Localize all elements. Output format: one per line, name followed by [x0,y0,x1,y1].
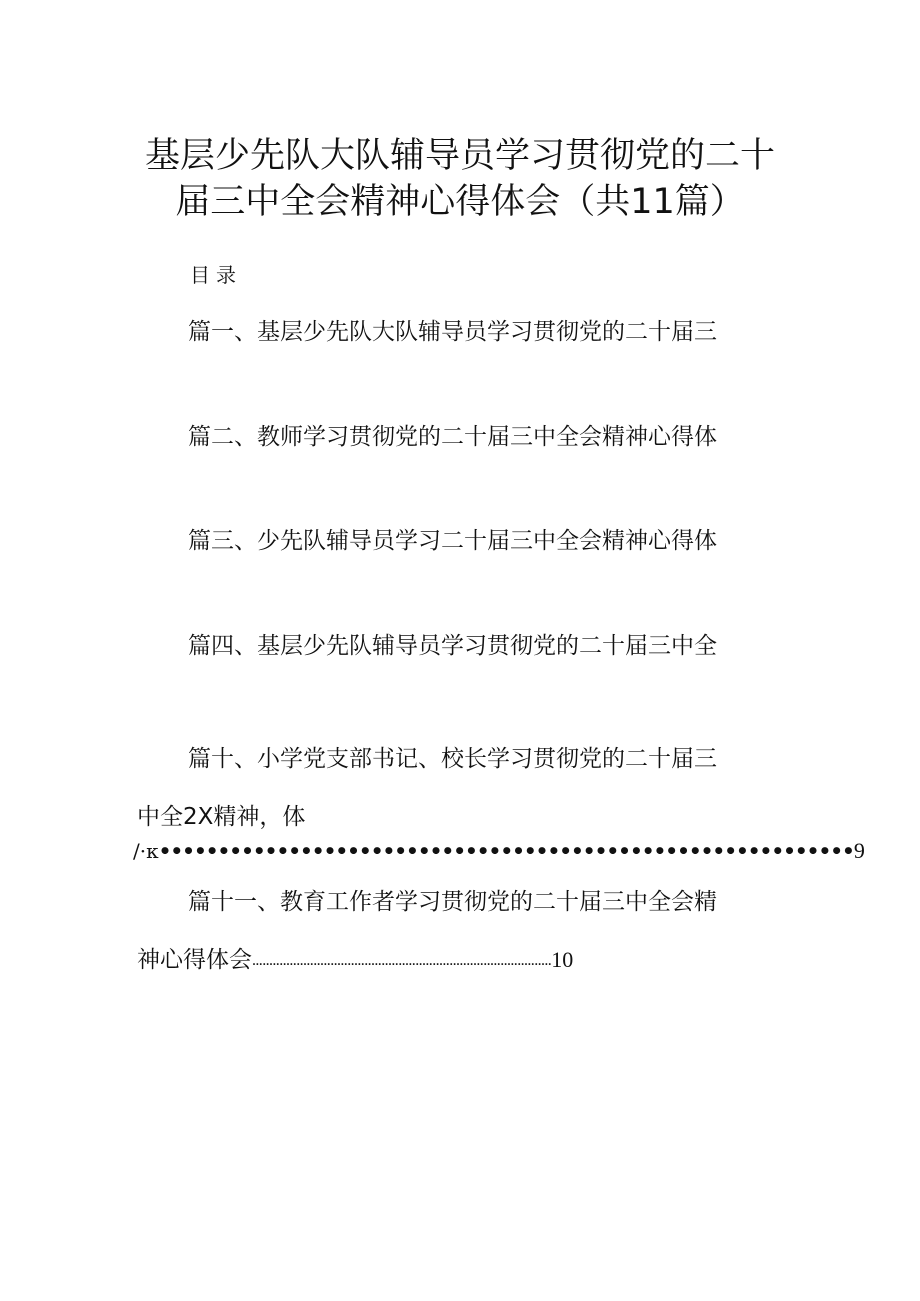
toc-entry-10-leader: ••••••••••••••••••••••••••••••••••••••••••••••••••••••••••• [158,839,854,863]
toc-entry-11-page-number: 10 [551,947,574,972]
toc-entry-10-line-1[interactable]: 篇十、小学党支部书记、校长学习贯彻党的二十届三 [188,746,717,772]
toc-entry-10-line-3[interactable] [133,836,865,866]
document-title-line-1: 基层少先队大队辅导员学习贯彻党的二十 [144,136,775,176]
toc-entry-4[interactable]: 篇四、基层少先队辅导员学习贯彻党的二十届三中全 [188,633,717,659]
toc-entry-3[interactable]: 篇三、少先队辅导员学习二十届三中全会精神心得体 [188,528,717,554]
toc-entry-11-leader: ........................................................................................ [252,952,552,969]
toc-entry-2[interactable]: 篇二、教师学习贯彻党的二十届三中全会精神心得体 [188,424,717,450]
toc-entry-10-page-number: 9 [853,838,865,863]
toc-entry-10-tail-text: /·κ [133,839,159,863]
toc-heading: 目录 [190,263,242,287]
toc-entry-11-line-1[interactable]: 篇十一、教育工作者学习贯彻党的二十届三中全会精 [188,889,717,915]
toc-entry-10-line-2[interactable]: 中全2X精神，体 [137,804,306,830]
toc-entry-1[interactable]: 篇一、基层少先队大队辅导员学习贯彻党的二十届三 [188,319,717,345]
toc-entry-11-tail-text: 神心得体会 [137,947,252,973]
toc-entry-11-line-2[interactable] [137,945,573,976]
document-title-line-2: 届三中全会精神心得体会（共11篇） [175,182,745,222]
